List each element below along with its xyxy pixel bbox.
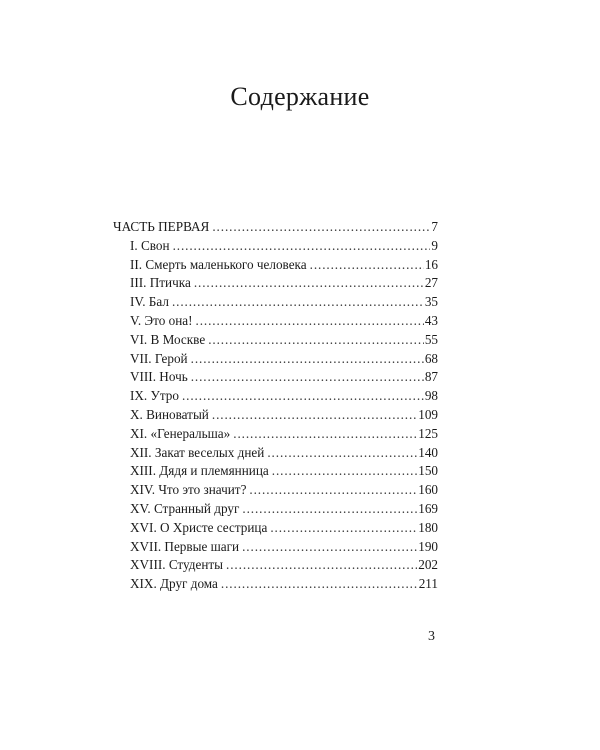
toc-entry-label: XII. Закат веселых дней: [130, 444, 265, 460]
toc-entry-chapter: [113, 425, 438, 444]
dot-leader: [270, 519, 417, 538]
toc-entry-page: 98: [424, 388, 438, 404]
dot-leader: [221, 575, 418, 594]
toc-entry-chapter: [113, 387, 438, 406]
toc-entry-label: IV. Бал: [130, 294, 169, 310]
toc-entry-label: III. Птичка: [130, 275, 191, 291]
dot-leader: [212, 218, 430, 237]
toc-entry-label: XV. Странный друг: [130, 500, 240, 516]
toc-entry-page: 35: [424, 294, 438, 310]
page-title: Содержание: [230, 82, 370, 111]
toc-entry-chapter: [113, 312, 438, 331]
dot-leader: [194, 274, 424, 293]
toc-entry-page: 7: [431, 219, 438, 234]
dot-leader: [226, 556, 417, 575]
toc-entry-chapter: [113, 293, 438, 312]
toc-entry-page: 109: [418, 406, 438, 422]
toc-entry-chapter: [113, 481, 438, 500]
toc-entry-page: 27: [424, 275, 438, 291]
toc-entry-chapter: [113, 406, 438, 425]
dot-leader: [267, 444, 417, 463]
toc-entry-page: 190: [418, 538, 438, 554]
toc-entry-label: XVIII. Студенты: [130, 557, 224, 573]
toc-entry-part: [113, 218, 438, 237]
dot-leader: [242, 538, 417, 557]
toc-entry-chapter: [113, 538, 438, 557]
toc-entry-chapter: [113, 368, 438, 387]
toc-entry-chapter: [113, 256, 438, 275]
toc-entry-label: XIV. Что это значит?: [130, 482, 247, 498]
toc-entry-label: II. Смерть маленького человека: [130, 256, 307, 272]
toc-entry-page: 87: [424, 369, 438, 385]
toc-entry-page: 16: [424, 256, 438, 272]
toc-entry-chapter: [113, 444, 438, 463]
toc-entry-label: ЧАСТЬ ПЕРВАЯ: [113, 219, 210, 234]
toc-entry-page: 160: [418, 482, 438, 498]
toc-entry-label: XIII. Дядя и племянница: [130, 463, 269, 479]
toc-entry-page: 202: [418, 557, 438, 573]
toc-entry-label: VI. В Москве: [130, 331, 206, 347]
dot-leader: [191, 350, 424, 369]
toc-entry-page: 140: [418, 444, 438, 460]
table-of-contents: [113, 218, 438, 594]
dot-leader: [173, 237, 431, 256]
toc-entry-label: VIII. Ночь: [130, 369, 188, 385]
toc-entry-label: IX. Утро: [130, 388, 179, 404]
toc-entry-page: 169: [418, 500, 438, 516]
toc-entry-label: XVII. Первые шаги: [130, 538, 240, 554]
dot-leader: [196, 312, 424, 331]
toc-entry-chapter: [113, 500, 438, 519]
dot-leader: [191, 368, 424, 387]
page-number: 3: [428, 629, 435, 644]
toc-entry-label: XVI. О Христе сестрица: [130, 519, 268, 535]
toc-entry-page: 150: [418, 463, 438, 479]
dot-leader: [172, 293, 424, 312]
toc-entry-page: 211: [418, 576, 438, 592]
dot-leader: [182, 387, 424, 406]
toc-entry-label: I. Свон: [130, 237, 170, 253]
toc-entry-page: 180: [418, 519, 438, 535]
toc-entry-label: VII. Герой: [130, 350, 188, 366]
toc-entry-chapter: [113, 556, 438, 575]
toc-entry-label: X. Виноватый: [130, 406, 209, 422]
toc-entry-chapter: [113, 274, 438, 293]
dot-leader: [212, 406, 417, 425]
toc-entry-page: 43: [424, 312, 438, 328]
toc-entry-page: 55: [424, 331, 438, 347]
toc-entry-chapter: [113, 331, 438, 350]
dot-leader: [242, 500, 417, 519]
toc-entry-label: V. Это она!: [130, 312, 193, 328]
toc-entry-chapter: [113, 575, 438, 594]
dot-leader: [249, 481, 417, 500]
toc-entry-page: 68: [424, 350, 438, 366]
toc-entry-chapter: [113, 237, 438, 256]
toc-entry-label: XI. «Генеральша»: [130, 425, 231, 441]
dot-leader: [310, 256, 424, 275]
toc-entry-page: 125: [418, 425, 438, 441]
toc-entry-chapter: [113, 462, 438, 481]
toc-entry-page: 9: [431, 237, 438, 253]
dot-leader: [208, 331, 424, 350]
toc-entry-chapter: [113, 350, 438, 369]
dot-leader: [272, 462, 417, 481]
dot-leader: [233, 425, 417, 444]
toc-entry-label: XIX. Друг дома: [130, 576, 218, 592]
toc-entry-chapter: [113, 519, 438, 538]
